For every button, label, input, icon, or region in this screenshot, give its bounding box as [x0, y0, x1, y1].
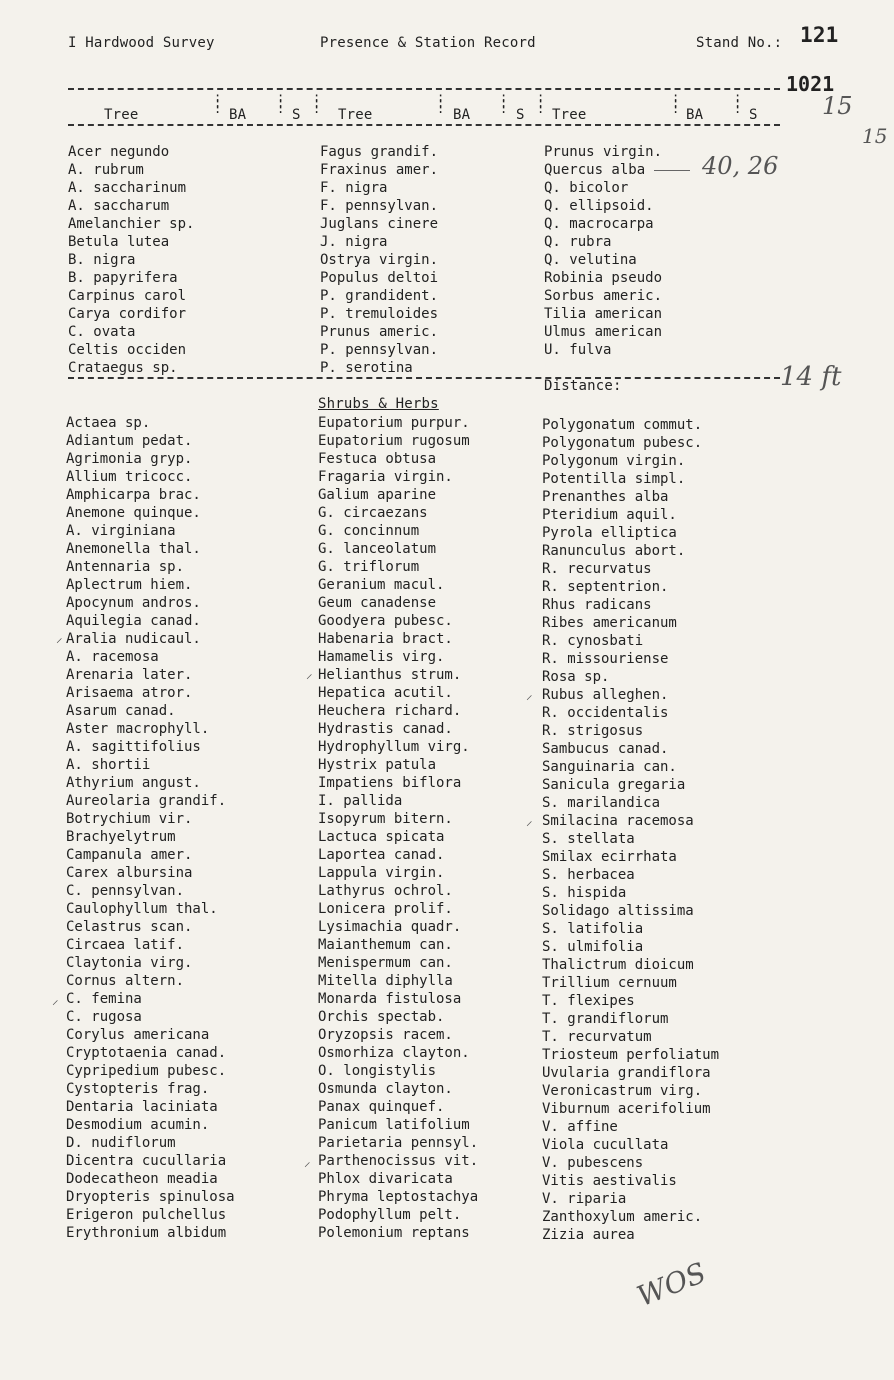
herb-list-col3	[542, 416, 719, 1244]
species-entry: G. lanceolatum	[318, 541, 437, 557]
species-entry: Podophyllum pelt.	[318, 1207, 462, 1223]
shrubs-herbs-title: Shrubs & Herbs	[318, 396, 439, 412]
count-annotation-top: 15	[822, 92, 853, 120]
species-entry: Claytonia virg.	[66, 955, 193, 971]
species-entry: Phryma leptostachya	[318, 1189, 479, 1205]
species-entry: Prunus americ.	[320, 324, 439, 340]
col3-tree-header: Tree	[552, 107, 587, 123]
species-entry: Viola cucullata	[542, 1137, 669, 1153]
species-entry: Mitella diphylla	[318, 973, 453, 989]
species-entry: D. nudiflorum	[66, 1135, 176, 1151]
species-entry: P. pennsylvan.	[320, 342, 439, 358]
species-entry: S. latifolia	[542, 921, 644, 937]
species-entry: Agrimonia gryp.	[66, 451, 193, 467]
species-entry: Betula lutea	[68, 234, 170, 250]
species-entry: Aplectrum hiem.	[66, 577, 193, 593]
species-entry: Allium tricocc.	[66, 469, 193, 485]
species-entry: Osmunda clayton.	[318, 1081, 453, 1097]
species-entry: P. grandident.	[320, 288, 439, 304]
species-entry: S. hispida	[542, 885, 627, 901]
species-entry: Rubus alleghen.	[542, 687, 669, 703]
herb-list-col1	[66, 414, 235, 1242]
species-entry: Viburnum acerifolium	[542, 1101, 711, 1117]
species-entry: Anemone quinque.	[66, 505, 201, 521]
species-entry: Maianthemum can.	[318, 937, 453, 953]
species-entry: Circaea latif.	[66, 937, 185, 953]
species-entry: C. femina	[66, 991, 142, 1007]
check-mark-icon: ⸝	[304, 1155, 311, 1170]
species-entry: Arenaria later.	[66, 667, 193, 683]
col-separator: : : :	[437, 90, 445, 116]
species-entry: Lappula virgin.	[318, 865, 445, 881]
survey-title: I Hardwood Survey	[68, 35, 215, 51]
species-entry: A. rubrum	[68, 162, 144, 178]
species-entry: Smilacina racemosa	[542, 813, 694, 829]
header-bottom-rule	[68, 124, 780, 126]
species-entry: Antennaria sp.	[66, 559, 185, 575]
col2-s-header: S	[516, 107, 525, 123]
species-entry: Rosa sp.	[542, 669, 610, 685]
initials-annotation: WOS	[632, 1255, 711, 1314]
species-entry: Robinia pseudo	[544, 270, 663, 286]
species-entry: I. pallida	[318, 793, 403, 809]
species-entry: Ranunculus abort.	[542, 543, 686, 559]
species-entry: S. marilandica	[542, 795, 661, 811]
col1-s-header: S	[292, 107, 301, 123]
species-entry: A. racemosa	[66, 649, 159, 665]
species-entry: Orchis spectab.	[318, 1009, 445, 1025]
species-entry: Dryopteris spinulosa	[66, 1189, 235, 1205]
species-entry: R. missouriense	[542, 651, 669, 667]
species-entry: Zizia aurea	[542, 1227, 635, 1243]
stand-label: Stand No.:	[696, 35, 783, 51]
species-entry: Polygonatum pubesc.	[542, 435, 703, 451]
species-entry: Habenaria bract.	[318, 631, 453, 647]
species-entry: Campanula amer.	[66, 847, 193, 863]
species-entry: Rhus radicans	[542, 597, 652, 613]
species-entry: Erigeron pulchellus	[66, 1207, 227, 1223]
species-entry: Arisaema atror.	[66, 685, 193, 701]
quercus-alba-annotation: 40, 26	[702, 152, 779, 180]
species-entry: A. saccharum	[68, 198, 170, 214]
species-entry: C. ovata	[68, 324, 136, 340]
species-entry: P. tremuloides	[320, 306, 439, 322]
species-entry: Caulophyllum thal.	[66, 901, 218, 917]
tree-list-col2	[320, 143, 438, 377]
species-entry: Zanthoxylum americ.	[542, 1209, 703, 1225]
species-entry: Hydrastis canad.	[318, 721, 453, 737]
species-entry: Eupatorium rugosum	[318, 433, 470, 449]
species-entry: Laportea canad.	[318, 847, 445, 863]
species-entry: Cornus altern.	[66, 973, 185, 989]
species-entry: R. septentrion.	[542, 579, 669, 595]
species-entry: Corylus americana	[66, 1027, 210, 1043]
stand-code-annotation: 1021	[786, 72, 835, 96]
species-entry: C. pennsylvan.	[66, 883, 185, 899]
species-entry: Celtis occiden	[68, 342, 187, 358]
species-entry: R. strigosus	[542, 723, 644, 739]
species-entry: S. ulmifolia	[542, 939, 644, 955]
species-entry: Apocynum andros.	[66, 595, 201, 611]
tree-list-col3	[544, 143, 662, 359]
species-entry: Amphicarpa brac.	[66, 487, 201, 503]
species-entry: Carex albursina	[66, 865, 193, 881]
species-entry: Vitis aestivalis	[542, 1173, 677, 1189]
species-entry: Cystopteris frag.	[66, 1081, 210, 1097]
species-entry: Monarda fistulosa	[318, 991, 462, 1007]
species-entry: Galium aparine	[318, 487, 437, 503]
quercus-alba-leader-line	[654, 170, 690, 171]
species-entry: Polygonum virgin.	[542, 453, 686, 469]
species-entry: Phlox divaricata	[318, 1171, 453, 1187]
species-entry: Pyrola elliptica	[542, 525, 677, 541]
species-entry: Asarum canad.	[66, 703, 176, 719]
species-entry: Erythronium albidum	[66, 1225, 227, 1241]
species-entry: Carya cordifor	[68, 306, 187, 322]
col-separator: : : :	[277, 90, 285, 116]
species-entry: Celastrus scan.	[66, 919, 193, 935]
species-entry: Prunus virgin.	[544, 144, 663, 160]
check-mark-icon: ⸝	[526, 688, 533, 703]
species-entry: Amelanchier sp.	[68, 216, 195, 232]
tree-herb-divider	[68, 377, 780, 379]
species-entry: Lathyrus ochrol.	[318, 883, 453, 899]
species-entry: Aster macrophyll.	[66, 721, 210, 737]
col3-ba-header: BA	[686, 107, 704, 123]
species-entry: Populus deltoi	[320, 270, 439, 286]
species-entry: G. concinnum	[318, 523, 420, 539]
species-entry: Isopyrum bitern.	[318, 811, 453, 827]
species-entry: Sanguinaria can.	[542, 759, 677, 775]
species-entry: S. stellata	[542, 831, 635, 847]
species-entry: F. nigra	[320, 180, 388, 196]
species-entry: B. nigra	[68, 252, 136, 268]
col2-tree-header: Tree	[338, 107, 373, 123]
species-entry: Ostrya virgin.	[320, 252, 439, 268]
species-entry: Thalictrum dioicum	[542, 957, 694, 973]
species-entry: Q. rubra	[544, 234, 612, 250]
col-separator: : : :	[734, 90, 742, 116]
species-entry: B. papyrifera	[68, 270, 178, 286]
col-separator: : : :	[500, 90, 508, 116]
species-entry: Aralia nudicaul.	[66, 631, 201, 647]
species-entry: Goodyera pubesc.	[318, 613, 453, 629]
species-entry: Carpinus carol	[68, 288, 187, 304]
species-entry: Ulmus american	[544, 324, 663, 340]
species-entry: G. circaezans	[318, 505, 428, 521]
species-entry: Fragaria virgin.	[318, 469, 453, 485]
species-entry: Oryzopsis racem.	[318, 1027, 453, 1043]
species-entry: U. fulva	[544, 342, 612, 358]
species-entry: F. pennsylvan.	[320, 198, 439, 214]
species-entry: Cryptotaenia canad.	[66, 1045, 227, 1061]
species-entry: Juglans cinere	[320, 216, 439, 232]
species-entry: A. sagittifolius	[66, 739, 201, 755]
species-entry: Helianthus strum.	[318, 667, 462, 683]
species-entry: Heuchera richard.	[318, 703, 462, 719]
species-entry: Impatiens biflora	[318, 775, 462, 791]
col3-s-header: S	[749, 107, 758, 123]
species-entry: Potentilla simpl.	[542, 471, 686, 487]
species-entry: T. grandiflorum	[542, 1011, 669, 1027]
check-mark-icon: ⸝	[56, 631, 63, 646]
species-entry: Pteridium aquil.	[542, 507, 677, 523]
col1-tree-header: Tree	[104, 107, 139, 123]
species-entry: Festuca obtusa	[318, 451, 437, 467]
species-entry: Sorbus americ.	[544, 288, 663, 304]
species-entry: Sambucus canad.	[542, 741, 669, 757]
species-entry: Cypripedium pubesc.	[66, 1063, 227, 1079]
check-mark-icon: ⸝	[52, 993, 59, 1008]
species-entry: Quercus alba	[544, 162, 646, 178]
species-entry: Polygonatum commut.	[542, 417, 703, 433]
species-entry: T. flexipes	[542, 993, 635, 1009]
species-entry: Q. velutina	[544, 252, 637, 268]
species-entry: Eupatorium purpur.	[318, 415, 470, 431]
count-annotation-margin: 15	[862, 124, 888, 148]
species-entry: Lonicera prolif.	[318, 901, 453, 917]
col1-ba-header: BA	[229, 107, 247, 123]
species-entry: P. serotina	[320, 360, 413, 376]
stand-number: 121	[800, 23, 839, 47]
species-entry: Dentaria laciniata	[66, 1099, 218, 1115]
species-entry: Dodecatheon meadia	[66, 1171, 218, 1187]
species-entry: A. saccharinum	[68, 180, 187, 196]
distance-label: Distance:	[544, 378, 622, 394]
species-entry: Geranium macul.	[318, 577, 445, 593]
species-entry: R. occidentalis	[542, 705, 669, 721]
species-entry: A. shortii	[66, 757, 151, 773]
species-entry: Aquilegia canad.	[66, 613, 201, 629]
species-entry: T. recurvatum	[542, 1029, 652, 1045]
species-entry: Veronicastrum virg.	[542, 1083, 703, 1099]
species-entry: J. nigra	[320, 234, 388, 250]
col-separator: : : :	[537, 90, 545, 116]
species-entry: Sanicula gregaria	[542, 777, 686, 793]
col-separator: : : :	[214, 90, 222, 116]
species-entry: Lysimachia quadr.	[318, 919, 462, 935]
species-entry: C. rugosa	[66, 1009, 142, 1025]
species-entry: Q. macrocarpa	[544, 216, 654, 232]
species-entry: Adiantum pedat.	[66, 433, 193, 449]
species-entry: Desmodium acumin.	[66, 1117, 210, 1133]
species-entry: Uvularia grandiflora	[542, 1065, 711, 1081]
species-entry: Smilax ecirrhata	[542, 849, 677, 865]
species-entry: Prenanthes alba	[542, 489, 669, 505]
species-entry: Solidago altissima	[542, 903, 694, 919]
species-entry: Panax quinquef.	[318, 1099, 445, 1115]
species-entry: Fraxinus amer.	[320, 162, 439, 178]
species-entry: V. riparia	[542, 1191, 627, 1207]
species-entry: R. recurvatus	[542, 561, 652, 577]
col-separator: : : :	[672, 90, 680, 116]
species-entry: Hamamelis virg.	[318, 649, 445, 665]
species-entry: G. triflorum	[318, 559, 420, 575]
species-entry: V. pubescens	[542, 1155, 644, 1171]
species-entry: V. affine	[542, 1119, 618, 1135]
species-entry: Menispermum can.	[318, 955, 453, 971]
species-entry: Tilia american	[544, 306, 663, 322]
species-entry: Aureolaria grandif.	[66, 793, 227, 809]
species-entry: Q. ellipsoid.	[544, 198, 654, 214]
species-entry: Hystrix patula	[318, 757, 437, 773]
species-entry: Dicentra cucullaria	[66, 1153, 227, 1169]
species-entry: Parietaria pennsyl.	[318, 1135, 479, 1151]
species-entry: O. longistylis	[318, 1063, 437, 1079]
species-entry: Actaea sp.	[66, 415, 151, 431]
species-entry: Osmorhiza clayton.	[318, 1045, 470, 1061]
species-entry: S. herbacea	[542, 867, 635, 883]
species-entry: Ribes americanum	[542, 615, 677, 631]
col2-ba-header: BA	[453, 107, 471, 123]
col-separator: : : :	[313, 90, 321, 116]
herb-list-col2	[318, 414, 478, 1242]
species-entry: Crataegus sp.	[68, 360, 178, 376]
species-entry: A. virginiana	[66, 523, 176, 539]
check-mark-icon: ⸝	[526, 814, 533, 829]
species-entry: Athyrium angust.	[66, 775, 201, 791]
species-entry: Fagus grandif.	[320, 144, 439, 160]
check-mark-icon: ⸝	[306, 667, 313, 682]
species-entry: Trillium cernuum	[542, 975, 677, 991]
species-entry: Botrychium vir.	[66, 811, 193, 827]
species-entry: Brachyelytrum	[66, 829, 176, 845]
species-entry: Q. bicolor	[544, 180, 629, 196]
record-title: Presence & Station Record	[320, 35, 536, 51]
species-entry: Panicum latifolium	[318, 1117, 470, 1133]
species-entry: Polemonium reptans	[318, 1225, 470, 1241]
tree-list-col1	[68, 143, 194, 377]
species-entry: Lactuca spicata	[318, 829, 445, 845]
distance-annotation: 14 ft	[780, 362, 842, 392]
species-entry: Parthenocissus vit.	[318, 1153, 479, 1169]
species-entry: Triosteum perfoliatum	[542, 1047, 720, 1063]
species-entry: Geum canadense	[318, 595, 437, 611]
species-entry: Hepatica acutil.	[318, 685, 453, 701]
species-entry: Acer negundo	[68, 144, 170, 160]
species-entry: Hydrophyllum virg.	[318, 739, 470, 755]
species-entry: Anemonella thal.	[66, 541, 201, 557]
species-entry: R. cynosbati	[542, 633, 644, 649]
